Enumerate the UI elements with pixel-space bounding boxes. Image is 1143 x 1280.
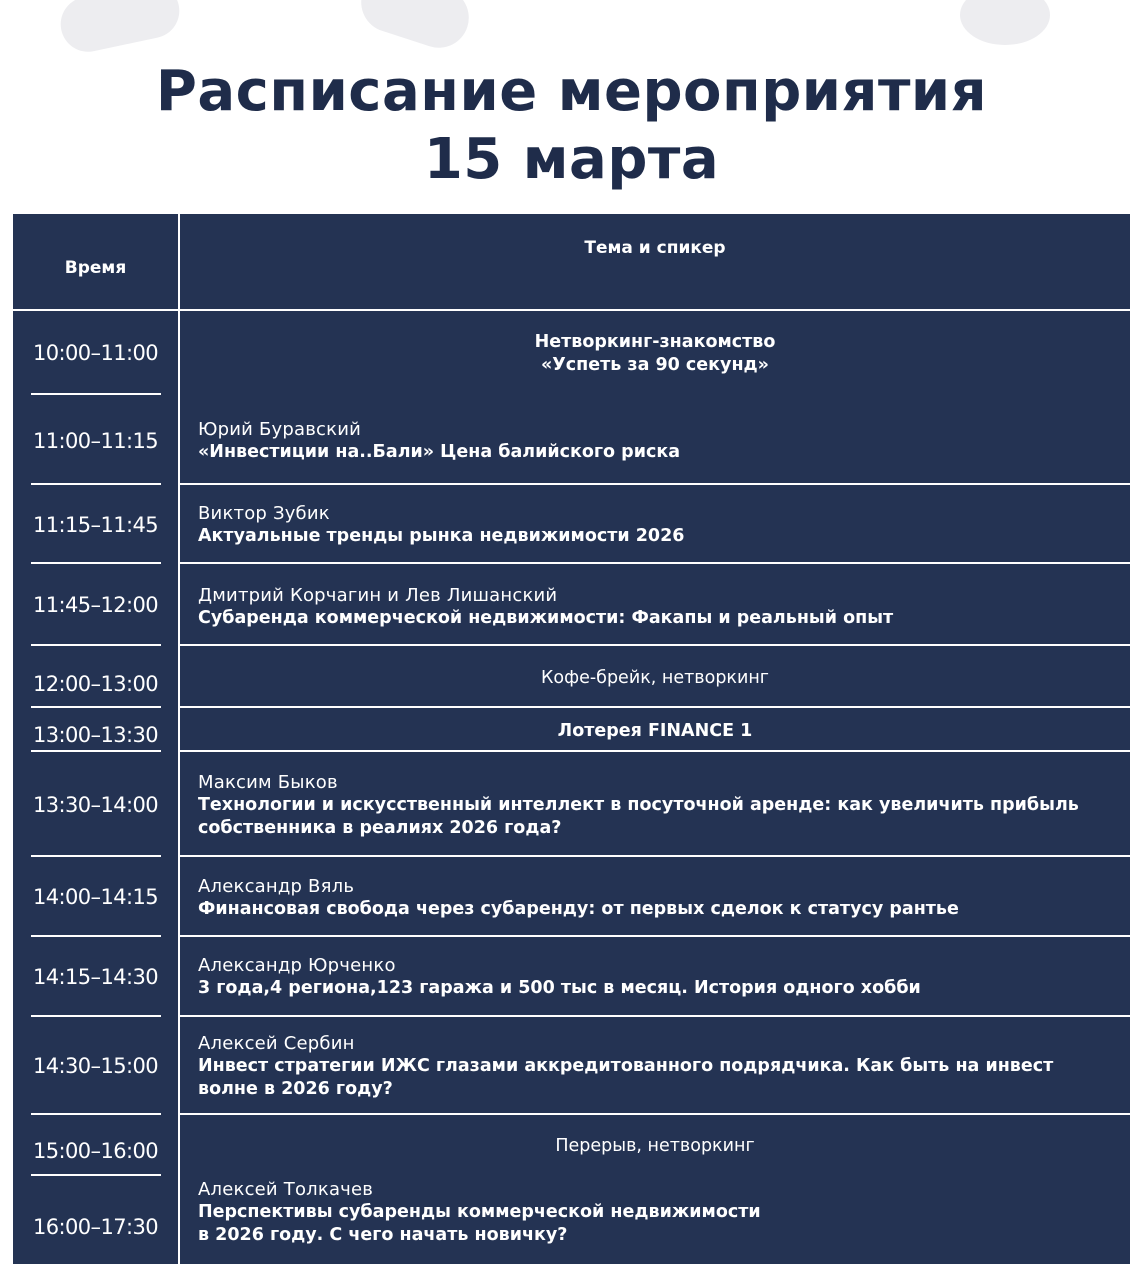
table-row bbox=[13, 1115, 1130, 1176]
row-topic bbox=[198, 875, 1118, 921]
row-topic bbox=[198, 954, 1118, 1000]
talk-title: Актуальные тренды рынка недвижимости 2026 bbox=[198, 526, 685, 546]
talk-title-line-1: Инвест стратегии ИЖС глазами аккредитованного подрядчика. Как быть на инвест bbox=[198, 1056, 1054, 1076]
row-topic bbox=[198, 502, 1118, 548]
row-topic: Перерыв, нетворкинг bbox=[555, 1136, 755, 1156]
decorative-shape bbox=[353, 0, 476, 56]
speaker-name: Юрий Буравский bbox=[198, 419, 362, 440]
row-time: 11:45–12:00 bbox=[33, 593, 158, 617]
speaker-name: Алексей Сербин bbox=[198, 1033, 355, 1054]
table-row bbox=[13, 1176, 1130, 1264]
row-time: 13:30–14:00 bbox=[33, 792, 158, 817]
talk-title: «Инвестиции на..Бали» Цена балийского риска bbox=[198, 442, 681, 462]
row-time: 13:00–13:30 bbox=[33, 723, 158, 747]
table-row bbox=[13, 857, 1130, 937]
row-time: 12:00–13:00 bbox=[33, 672, 158, 696]
row-time: 14:30–15:00 bbox=[33, 1054, 158, 1078]
row-time: 14:15–14:30 bbox=[33, 965, 158, 989]
speaker-name: Дмитрий Корчагин и Лев Лишанский bbox=[198, 585, 558, 606]
talk-title-line-2: собственника в реалиях 2026 года? bbox=[198, 818, 562, 838]
page-title bbox=[0, 58, 1143, 194]
talk-title-line-2: «Успеть за 90 секунд» bbox=[540, 355, 769, 375]
talk-title-line-1: Технологии и искусственный интеллект в посуточной аренде: как увеличить прибыль bbox=[198, 795, 1079, 815]
row-topic bbox=[198, 1032, 1118, 1101]
row-topic bbox=[198, 418, 1118, 464]
talk-title: Финансовая свобода через субаренду: от первых сделок к статусу рантье bbox=[198, 899, 959, 919]
speaker-name: Алексей Толкачев bbox=[198, 1179, 374, 1200]
decorative-shape bbox=[56, 0, 185, 57]
row-topic: Кофе-брейк, нетворкинг bbox=[540, 668, 770, 688]
speaker-name: Максим Быков bbox=[198, 772, 338, 793]
talk-title-line-1: Перспективы субаренды коммерческой недвижимости bbox=[198, 1202, 761, 1222]
speaker-name: Александр Вяль bbox=[198, 876, 355, 897]
row-time: 11:00–11:15 bbox=[33, 428, 158, 453]
table-row bbox=[13, 646, 1130, 708]
talk-title: Субаренда коммерческой недвижимости: Факапы и реальный опыт bbox=[198, 608, 894, 628]
row-time: 15:00–16:00 bbox=[33, 1138, 158, 1163]
table-row bbox=[13, 564, 1130, 646]
talk-title-line-1: Нетворкинг-знакомство bbox=[534, 332, 776, 352]
talk-title: 3 года,4 региона,123 гаража и 500 тыс в месяц. История одного хобби bbox=[198, 978, 921, 998]
page-title-line-1: Расписание мероприятия bbox=[155, 59, 988, 124]
table-row bbox=[13, 937, 1130, 1017]
speaker-name: Александр Юрченко bbox=[198, 955, 396, 976]
row-time: 11:15–11:45 bbox=[33, 512, 158, 537]
talk-title-line-2: волне в 2026 году? bbox=[198, 1079, 393, 1099]
schedule-table bbox=[13, 214, 1130, 1264]
row-topic bbox=[198, 1178, 1118, 1247]
table-row bbox=[13, 1017, 1130, 1115]
row-time: 10:00–11:00 bbox=[33, 341, 158, 365]
row-time: 14:00–14:15 bbox=[33, 885, 158, 909]
row-divider bbox=[31, 393, 161, 395]
header-topic: Тема и спикер bbox=[584, 238, 726, 258]
table-row bbox=[13, 485, 1130, 564]
speaker-name: Виктор Зубик bbox=[198, 503, 330, 524]
row-topic bbox=[198, 771, 1118, 840]
table-header bbox=[13, 214, 1130, 311]
row-topic: Лотерея FINANCE 1 bbox=[557, 721, 753, 741]
table-row bbox=[13, 708, 1130, 752]
row-topic bbox=[198, 584, 1118, 630]
row-time: 16:00–17:30 bbox=[33, 1215, 158, 1239]
page-title-line-2: 15 марта bbox=[423, 127, 720, 192]
talk-title-line-2: в 2026 году. С чего начать новичку? bbox=[198, 1225, 568, 1245]
row-topic bbox=[180, 331, 1130, 377]
header-time: Время bbox=[64, 258, 127, 278]
decorative-shape bbox=[960, 0, 1050, 45]
table-row bbox=[13, 311, 1130, 395]
table-row bbox=[13, 396, 1130, 485]
table-row bbox=[13, 752, 1130, 857]
